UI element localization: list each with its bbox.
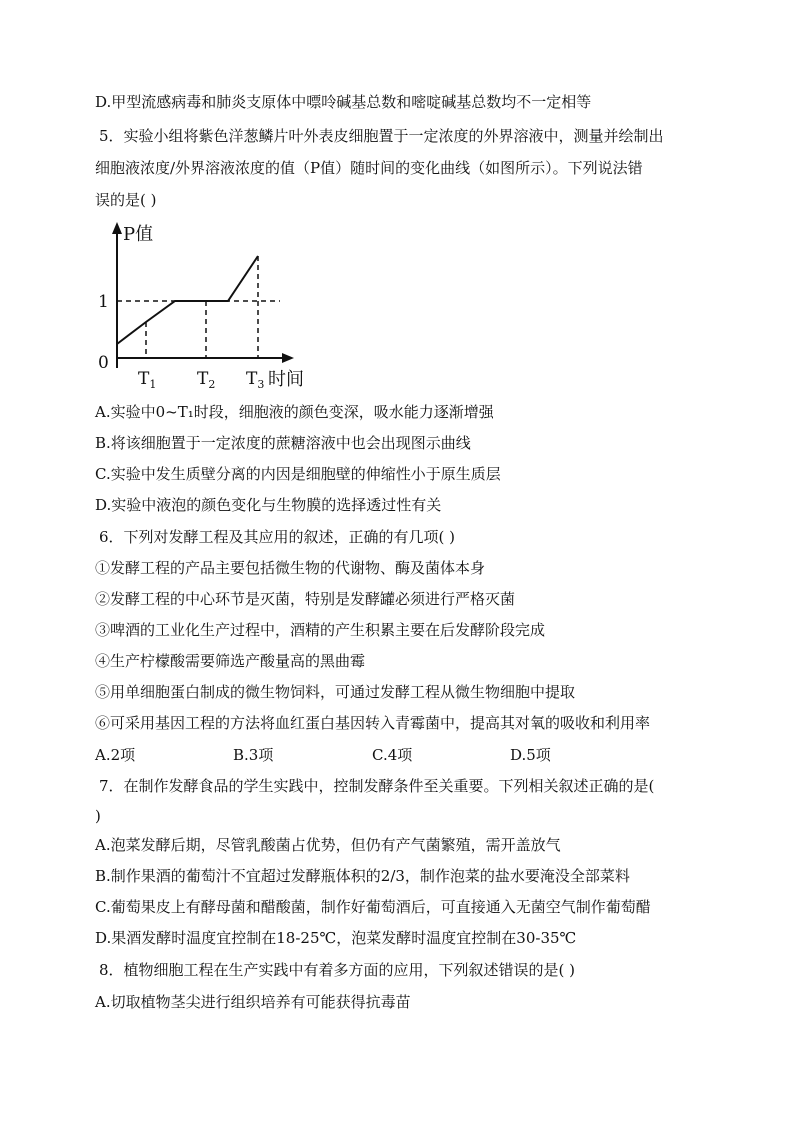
x-axis-arrow (282, 353, 294, 363)
p-value-curve (117, 256, 258, 344)
q6-item-4: ④生产柠檬酸需要筛选产酸量高的黑曲霉 (95, 652, 366, 670)
t1-label: $T_1$ (138, 369, 157, 391)
q7-option-b: B.制作果酒的葡萄汁不宜超过发酵瓶体积的2/3，制作泡菜的盐水要淹没全部菜料 (95, 867, 630, 885)
y-tick-1: 1 (98, 292, 109, 312)
q6-item-1: ①发酵工程的产品主要包括微生物的代谢物、酶及菌体本身 (95, 559, 486, 577)
q7-option-d: D.果酒发酵时温度宜控制在18-25℃，泡菜发酵时温度宜控制在30-35℃ (95, 929, 577, 947)
q5-stem-line-3: 误的是( ) (95, 191, 157, 209)
q6-option-d: D.5项 (510, 746, 551, 764)
q6-item-6: ⑥可采用基因工程的方法将血红蛋白基因转入青霉菌中，提高其对氧的吸收和利用率 (95, 714, 651, 732)
q6-option-b: B.3项 (233, 746, 274, 764)
q6-item-2: ②发酵工程的中心环节是灭菌，特别是发酵罐必须进行严格灭菌 (95, 590, 516, 608)
q7-option-a: A.泡菜发酵后期，尽管乳酸菌占优势，但仍有产气菌繁殖，需开盖放气 (95, 836, 561, 854)
p-value-time-graph (90, 218, 320, 398)
y-axis-arrow (112, 222, 122, 234)
q6-option-a: A.2项 (95, 746, 136, 764)
q5-option-a: A.实验中0~T₁时段，细胞液的颜色变深，吸水能力逐渐增强 (95, 403, 494, 421)
q7-option-c: C.葡萄果皮上有酵母菌和醋酸菌，制作好葡萄酒后，可直接通入无菌空气制作葡萄醋 (95, 898, 651, 916)
q5-stem-line-1: 5．实验小组将紫色洋葱鳞片叶外表皮细胞置于一定浓度的外界溶液中，测量并绘制出 (99, 127, 664, 145)
y-axis-label: P值 (123, 224, 154, 245)
q7-stem-line-1: 7．在制作发酵食品的学生实践中，控制发酵条件至关重要。下列相关叙述正确的是( (99, 777, 655, 795)
x-axis-label: 时间 (268, 369, 304, 390)
t3-label: $T_3$ (246, 369, 265, 391)
q5-option-b: B.将该细胞置于一定浓度的蔗糖溶液中也会出现图示曲线 (95, 434, 471, 452)
t2-label: $T_2$ (197, 369, 216, 391)
q8-stem: 8．植物细胞工程在生产实践中有着多方面的应用，下列叙述错误的是( ) (99, 961, 576, 979)
q7-stem-line-2: ) (95, 807, 101, 825)
q5-option-c: C.实验中发生质壁分离的内因是细胞壁的伸缩性小于原生质层 (95, 465, 501, 483)
q8-option-a: A.切取植物茎尖进行组织培养有可能获得抗毒苗 (95, 993, 411, 1011)
q6-option-c: C.4项 (372, 746, 413, 764)
q6-item-5: ⑤用单细胞蛋白制成的微生物饲料，可通过发酵工程从微生物细胞中提取 (95, 683, 576, 701)
q6-item-3: ③啤酒的工业化生产过程中，酒精的产生积累主要在后发酵阶段完成 (95, 621, 546, 639)
prev-question-option-d: D.甲型流感病毒和肺炎支原体中嘌呤碱基总数和嘧啶碱基总数均不一定相等 (95, 93, 592, 111)
q5-stem-line-2: 细胞液浓度/外界溶液浓度的值（P值）随时间的变化曲线（如图所示）。下列说法错 (95, 159, 643, 177)
q6-stem: 6．下列对发酵工程及其应用的叙述，正确的有几项( ) (99, 528, 456, 546)
q5-option-d: D.实验中液泡的颜色变化与生物膜的选择透过性有关 (95, 496, 442, 514)
y-tick-0: 0 (98, 353, 109, 373)
